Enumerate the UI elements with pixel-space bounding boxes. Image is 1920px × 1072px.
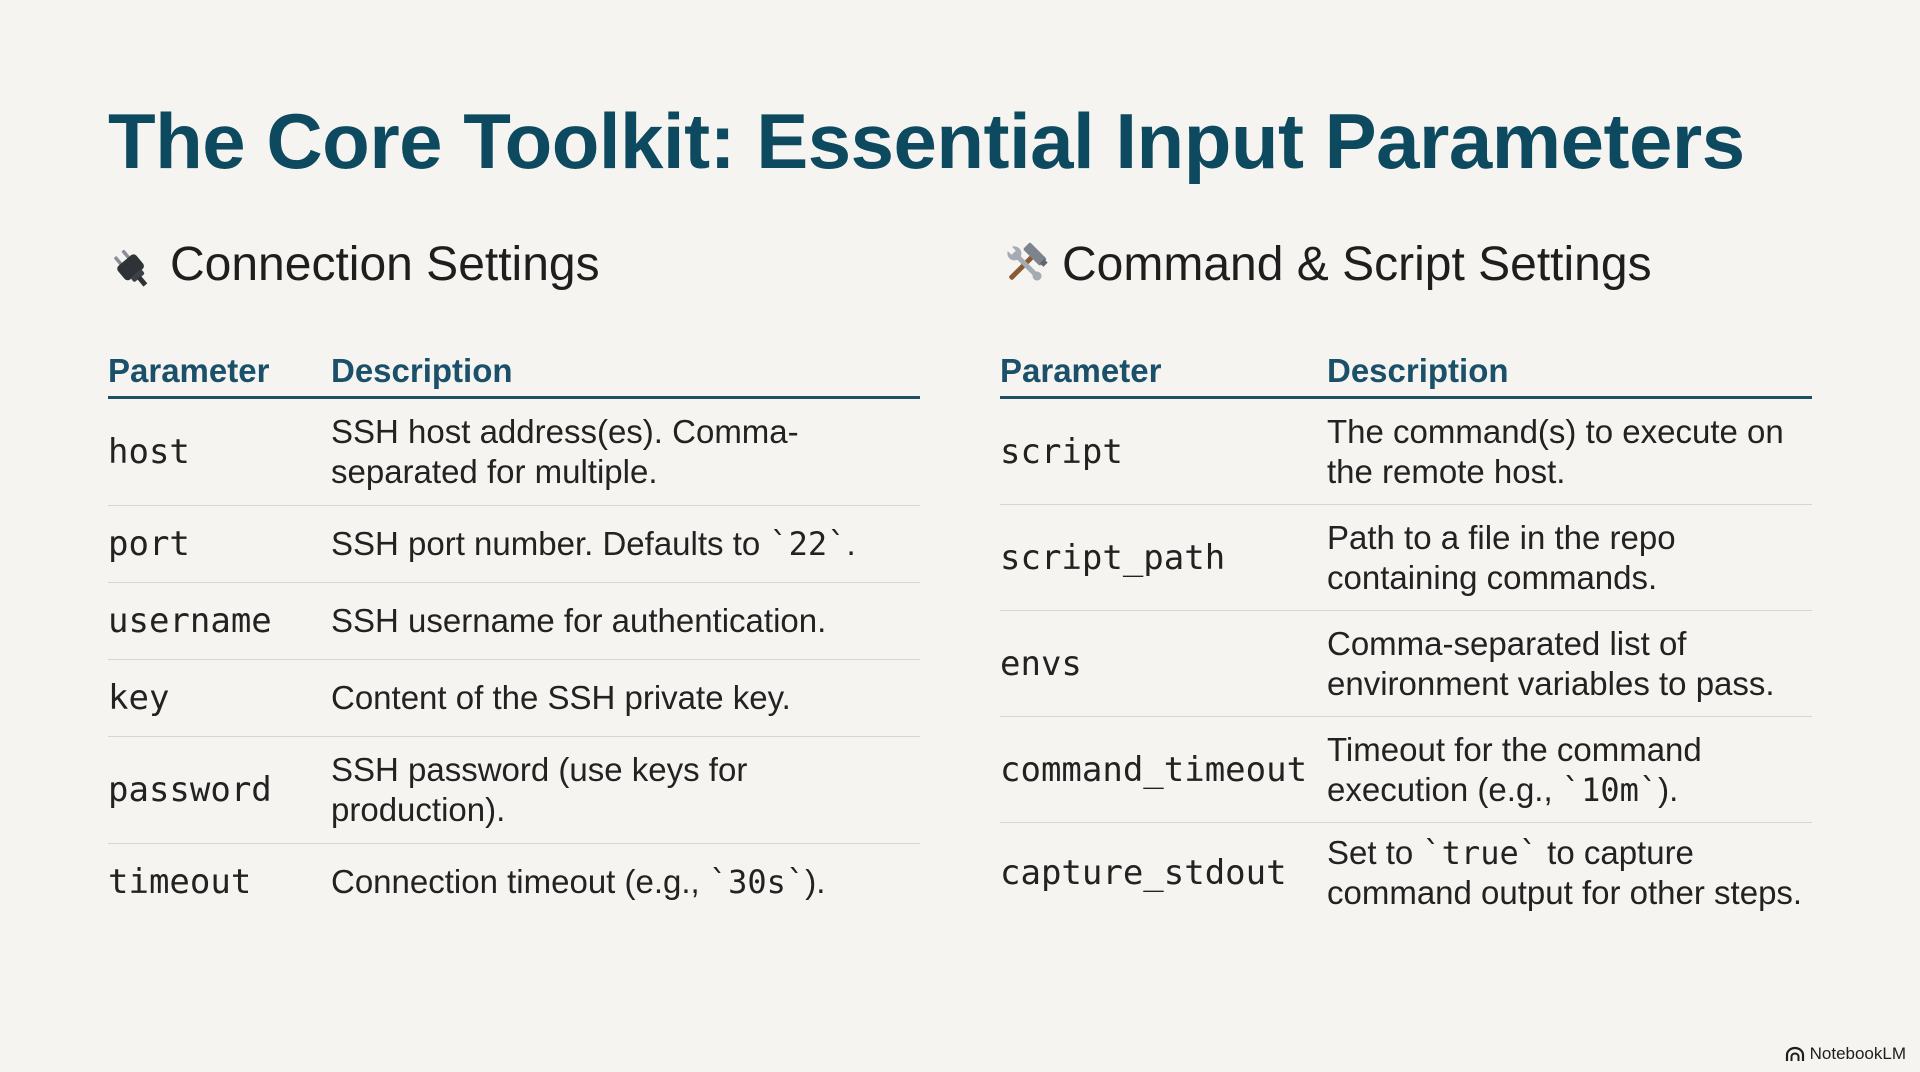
parameter-description: SSH port number. Defaults to `22`. [331,525,856,563]
command-settings-heading [1000,232,1812,296]
notebooklm-brand-label: NotebookLM [1809,1044,1906,1063]
table-row [108,737,920,844]
parameter-description: Timeout for the command execution (e.g., `10m`). [1327,730,1702,809]
plug-icon [108,239,158,289]
page-title: The Core Toolkit: Essential Input Parameters [108,97,1745,185]
parameter-description: Set to `true` to capture command output for other steps. [1327,834,1803,911]
parameter-name: username [108,601,272,641]
parameter-description: SSH username for authentication. [331,602,827,639]
parameter-name: timeout [108,862,252,902]
notebooklm-logo-icon [1785,1046,1805,1062]
parameter-description: Content of the SSH private key. [331,679,791,716]
table-row [108,660,920,737]
parameter-column-header: Parameter [1000,352,1162,389]
parameter-description: Connection timeout (e.g., `30s`). [331,863,826,901]
command-settings-section [1000,232,1812,923]
table-row [1000,823,1812,923]
table-row [1000,717,1812,823]
parameter-name: command_timeout [1000,749,1308,790]
connection-settings-section [108,232,920,920]
command-settings-label: Command & Script Settings [1062,237,1652,291]
description-column-header: Description [331,352,513,389]
parameter-description: Path to a file in the repo containing commands. [1327,518,1676,596]
description-column-header: Description [1327,352,1509,389]
parameter-description: SSH host address(es). Comma-separated for multiple. [331,413,799,490]
command-parameters-table [1000,346,1812,923]
parameter-name: key [108,678,170,718]
parameter-description: The command(s) to execute on the remote host. [1327,412,1784,490]
parameter-name: port [108,524,190,564]
parameter-name: script [1000,431,1123,472]
table-row [108,844,920,920]
parameter-description: Comma-separated list of environment variables to pass. [1327,624,1775,702]
table-row [1000,399,1812,505]
parameter-name: password [108,770,272,810]
hammer-wrench-icon [1000,239,1050,289]
table-row [1000,611,1812,717]
parameter-description: SSH password (use keys for production). [331,751,748,828]
table-row [1000,505,1812,611]
table-header [1000,346,1812,399]
connection-parameters-table [108,346,920,920]
parameter-name: envs [1000,643,1082,684]
table-row [108,506,920,583]
parameter-name: script_path [1000,537,1226,578]
parameter-name: capture_stdout [1000,853,1287,893]
parameter-name: host [108,432,190,472]
table-row [108,399,920,506]
notebooklm-badge [1785,1044,1906,1064]
table-header [108,346,920,399]
table-row [108,583,920,660]
connection-settings-heading [108,232,920,296]
connection-settings-label: Connection Settings [170,237,600,291]
parameter-column-header: Parameter [108,352,270,389]
